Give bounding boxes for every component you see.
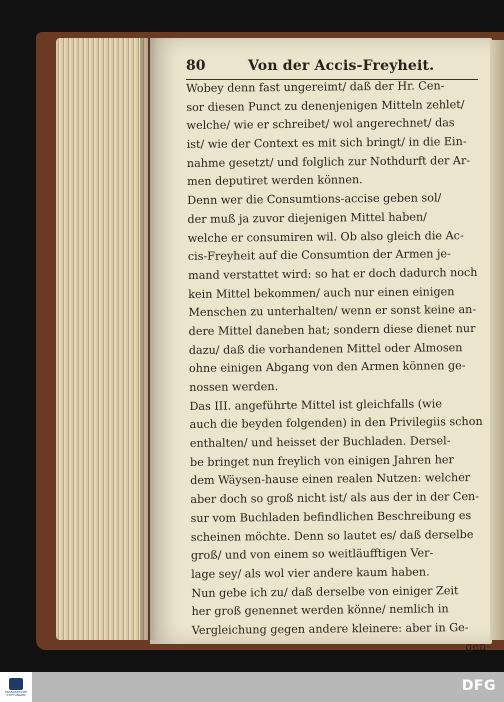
text-line: ohne einigen Abgang von den Armen können ge- [188,359,466,376]
text-line: her groß genennet werden könne/ nemlich in [191,602,449,619]
text-line: lage sey/ als wol vier andere kaum haben. [191,565,430,581]
running-title: Von der Accis-Freyheit. [248,58,435,74]
text-line: enthalten/ und heisset der Buchladen. Dersel- [189,434,451,451]
gutter-shadow [140,38,158,640]
page-number: 80 [186,58,206,74]
text-line: nahme gesetzt/ und folglich zur Nothdurft der Ar- [186,153,471,170]
institution-logo-icon [9,678,23,690]
text-line: gen- [465,639,491,653]
text-line: mand verstattet wird: so hat er doch dadurch noch [187,265,478,282]
text-line: be bringet nun freylich von einigen Jahren her [189,452,454,469]
text-line: nossen werden. [189,380,279,394]
text-line: men deputiret werden können. [186,173,363,189]
dfg-logo[interactable]: DFG [461,678,496,694]
institution-logo[interactable] [0,672,32,702]
text-line: Menschen zu unterhalten/ wenn er sonst keine an- [188,303,477,320]
text-line: welche/ wie er schreibet/ wol angerechnet/ das [186,116,455,133]
text-line: auch die beyden folgenden) in den Privilegiis schon [189,415,483,432]
text-line: dere Mittel daneben hat; sondern diese dienet nur [188,321,476,338]
body-text [186,77,490,659]
text-line: Vergleichung gegen andere kleinere: aber in Ge- [191,621,469,637]
text-line: Nun gebe ich zu/ daß derselbe von einiger Zeit [191,583,459,600]
text-line: Denn wer die Consumtions-accise geben sol/ [187,191,442,208]
text-line: ist/ wie der Context es mit sich bringt/ in die Ein- [186,135,467,152]
text-line: cis-Freyheit auf die Consumtion der Armen je- [187,247,451,264]
text-line: dazu/ daß die vorhandenen Mittel oder Almosen [188,340,463,357]
text-line: Das III. angeführte Mittel ist gleichfalls (wie [189,397,442,413]
text-line: aber doch so groß nicht ist/ als aus der in der Cen- [190,490,480,507]
institution-logo-label: FRANCKESCHE STIFTUNGEN [4,689,28,697]
text-line: kein Mittel bekommen/ auch nur einen einigen [188,284,455,301]
text-line: sor diesen Punct zu denenjenigen Mitteln zehlet/ [186,97,465,114]
text-line: der muß ja zuvor diejenigen Mittel haben/ [187,210,427,226]
text-line: sur vom Buchladen befindlichen Beschreibung es [190,508,472,525]
text-line: scheinen möchte. Denn so lautet es/ daß derselbe [190,527,474,544]
text-line: welche er consumiren wil. Ob also gleich die Ac- [187,228,464,245]
text-line: Wobey denn fast ungereimt/ daß der Hr. Cen- [186,79,445,95]
page-edges [56,38,148,640]
text-line: groß/ und von einem so weitläufftigen Ver- [190,546,434,563]
text-line: dem Wäysen-hause einen realen Nutzen: welcher [190,471,471,488]
viewer-footer-bar [0,672,504,702]
page-right-edge [490,40,504,640]
